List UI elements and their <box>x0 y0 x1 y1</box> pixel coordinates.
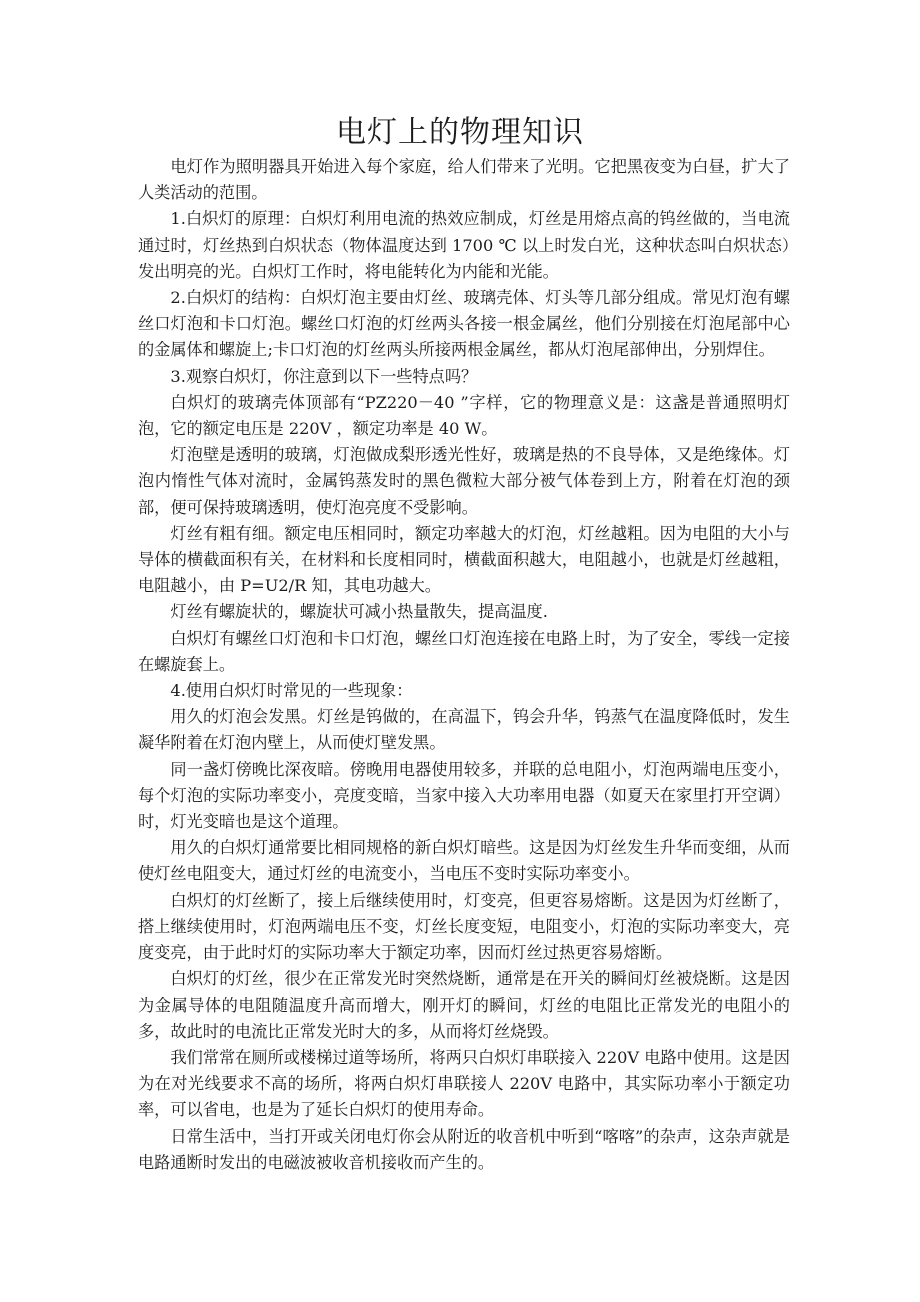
paragraph-glass: 灯泡壁是透明的玻璃，灯泡做成梨形透光性好，玻璃是热的不良导体，又是绝缘体。灯泡内惰性气体对流时，金属钨蒸发时的黑色微粒大部分被气体卷到上方，附着在灯泡的颈部，便可保持玻璃透明，使灯泡亮度不受影响。 <box>138 445 790 517</box>
paragraph-spiral: 灯丝有螺旋状的，螺旋状可减小热量散失，提高温度. <box>170 602 548 622</box>
paragraph-series-connection: 我们常常在厕所或楼梯过道等场所，将两只白炽灯串联接入 220V 电路中使用。这是因为在对光线要求不高的场所，将两白炽灯串联接人 220V 电路中，其实际功率小于额定功率，可以省电，也是为了延长白炽灯的使用寿命。 <box>138 1047 790 1120</box>
paragraph-socket-safety: 白炽灯有螺丝口灯泡和卡口灯泡，螺丝口灯泡连接在电路上时，为了安全，零线一定接在螺旋套上。 <box>138 628 790 674</box>
paragraph-old-bulb-dim: 用久的白炽灯通常要比相同规格的新白炽灯暗些。这是因为灯丝发生升华而变细，从而使灯丝电阻变大，通过灯丝的电流变小，当电压不变时实际功率变小。 <box>138 838 790 884</box>
paragraph-blackening: 用久的灯泡会发黑。灯丝是钨做的，在高温下，钨会升华，钨蒸气在温度降低时，发生凝华附着在灯泡内壁上，从而使灯壁发黑。 <box>138 707 790 753</box>
paragraph-observe-heading: 3.观察白炽灯，你注意到以下一些特点吗？ <box>170 366 478 386</box>
paragraph-marking: 白炽灯的玻璃壳体顶部有“PZ220－40 ”字样，它的物理意义是：这盏是普通照明灯泡，它的额定电压是 220V ，额定功率是 40 W。 <box>138 392 790 439</box>
document-title: 电灯上的物理知识 <box>336 115 584 150</box>
paragraph-filament-thickness: 灯丝有粗有细。额定电压相同时，额定功率越大的灯泡，灯丝越粗。因为电阻的大小与导体的横截面积有关，在材料和长度相同时，横截面积越大，电阻越小，也就是灯丝越粗，电阻越小，由 P=U2/R 知，其电功越大。 <box>138 523 790 596</box>
paragraph-intro: 电灯作为照明器具开始进入每个家庭，给人们带来了光明。它把黑夜变为白昼，扩大了人类活动的范围。 <box>138 157 790 203</box>
paragraph-phenomena-heading: 4.使用白炽灯时常见的一些现象： <box>170 681 413 701</box>
paragraph-reconnected-filament: 白炽灯的灯丝断了，接上后继续使用时，灯变亮，但更容易熔断。这是因为灯丝断了，搭上继续使用时，灯泡两端电压不变，灯丝长度变短，电阻变小，灯泡的实际功率变大，亮度变亮，由于此时灯的实际功率大于额定功率，因而灯丝过热更容易熔断。 <box>138 890 790 963</box>
paragraph-structure: 2.白炽灯的结构：白炽灯泡主要由灯丝、玻璃壳体、灯头等几部分组成。常见灯泡有螺丝口灯泡和卡口灯泡。螺丝口灯泡的灯丝两头各接一根金属丝，他们分别接在灯泡尾部中心的金属体和螺旋上;卡口灯泡的灯丝两头所接两根金属丝，都从灯泡尾部伸出，分别焊住。 <box>138 288 790 360</box>
paragraph-switch-burnout: 白炽灯的灯丝，很少在正常发光时突然烧断，通常是在开关的瞬间灯丝被烧断。这是因为金属导体的电阻随温度升高而增大，刚开灯的瞬间，灯丝的电阻比正常发光的电阻小的多，故此时的电流比正常发光时大的多，从而将灯丝烧毁。 <box>138 969 790 1041</box>
paragraph-radio-noise: 日常生活中，当打开或关闭电灯你会从附近的收音机中听到“喀喀”的杂声，这杂声就是电路通断时发出的电磁波被收音机接收而产生的。 <box>138 1126 790 1172</box>
paragraph-evening-dim: 同一盏灯傍晚比深夜暗。傍晚用电器使用较多，并联的总电阻小，灯泡两端电压变小，每个灯泡的实际功率变小，亮度变暗，当家中接入大功率用电器（如夏天在家里打开空调）时，灯光变暗也是这个道理。 <box>138 759 790 832</box>
document-body <box>138 154 790 1176</box>
paragraph-principle: 1.白炽灯的原理：白炽灯利用电流的热效应制成，灯丝是用熔点高的钨丝做的，当电流通过时，灯丝热到白炽状态（物体温度达到 1700 ℃ 以上时发白光，这种状态叫白炽状态）发出明亮的光。白炽灯工作时，将电能转化为内能和光能。 <box>138 209 790 281</box>
